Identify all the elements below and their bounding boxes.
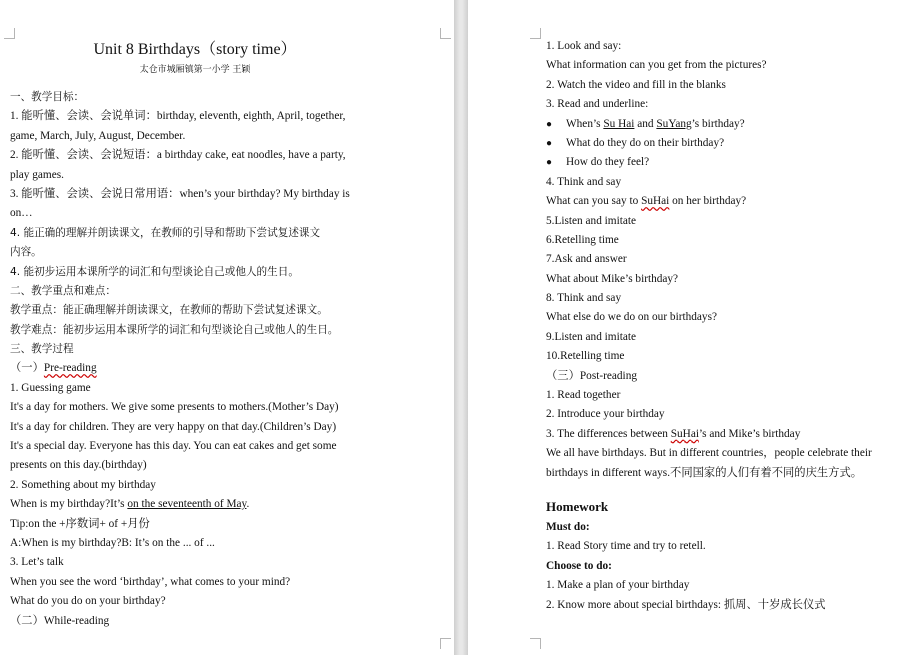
text-line: It's a day for mothers. We give some presents to mothers.(Mother’s Day) bbox=[10, 401, 339, 414]
text-line: （三）Post-reading bbox=[546, 369, 637, 382]
text-line: 5.Listen and imitate bbox=[546, 214, 637, 227]
text-line: （二）While-reading bbox=[10, 614, 110, 627]
text-line: 4. Think and say bbox=[546, 175, 622, 188]
text-run: ’s and Mike’s birthday bbox=[699, 427, 801, 440]
section-prefix: （一） bbox=[10, 362, 44, 375]
must-do-heading: Must do: bbox=[546, 520, 590, 533]
text-line: 1. Read Story time and try to retell. bbox=[546, 540, 706, 553]
text-line bbox=[10, 495, 380, 514]
text-line: What do you do on your birthday? bbox=[10, 595, 166, 608]
page-corner-mark bbox=[530, 638, 541, 649]
text-line: 1. Read together bbox=[546, 389, 621, 402]
text-line: When you see the word ‘birthday’, what comes to your mind? bbox=[10, 575, 291, 588]
page-corner-mark bbox=[440, 28, 451, 39]
text-line: 教学重点：能正确理解并朗读课文，在教师的帮助下尝试复述课文。 bbox=[10, 304, 328, 317]
text-line: 2. 能听懂、会读、会说短语：a birthday cake, eat noodles, have a party, bbox=[10, 149, 346, 162]
text-line: It's a special day. Everyone has this day. You can eat cakes and get some bbox=[10, 440, 337, 453]
text-run: What can you say to bbox=[546, 195, 642, 208]
text-line: 4. 能初步运用本课所学的词汇和句型谈论自己或他人的生日。 bbox=[10, 265, 299, 278]
right-page bbox=[468, 0, 922, 655]
left-page bbox=[0, 0, 454, 655]
text-line: 4. 能正确的理解并朗读课文，在教师的引导和帮助下尝试复述课文 bbox=[10, 226, 321, 239]
text-line: What information can you get from the pictures? bbox=[546, 59, 767, 72]
underlined-text: Su Hai bbox=[603, 117, 635, 130]
text-line: 1. Look and say: bbox=[546, 40, 622, 52]
text-run: ’s birthday? bbox=[691, 117, 745, 130]
document-title: Unit 8 Birthdays（story time） bbox=[93, 41, 297, 58]
text-line: 1. Make a plan of your birthday bbox=[546, 579, 690, 592]
text-run: When’s bbox=[566, 117, 604, 130]
text-line: 7.Ask and answer bbox=[546, 253, 627, 266]
text-line: play games. bbox=[10, 168, 64, 181]
text-line: What about Mike’s birthday? bbox=[546, 272, 679, 285]
text-run: . bbox=[246, 498, 250, 511]
spellcheck-text: SuHai bbox=[641, 195, 670, 208]
text-run: and bbox=[634, 117, 657, 130]
author-line: 太仓市城厢镇第一小学 王颖 bbox=[139, 65, 251, 75]
text-line: It's a day for children. They are very happy on that day.(Children’s Day) bbox=[10, 420, 337, 433]
text-line: 9.Listen and imitate bbox=[546, 330, 637, 343]
choose-to-do-heading: Choose to do: bbox=[546, 559, 612, 572]
underlined-text: SuYang bbox=[656, 117, 692, 130]
bullet-item: ● What do they do on their birthday? bbox=[546, 134, 908, 153]
section-heading bbox=[10, 359, 380, 378]
spellcheck-text: SuHai bbox=[670, 427, 699, 440]
text-line: Tip:on the +序数词+ of +月份 bbox=[10, 517, 150, 530]
text-line: A:When is my birthday?B: It’s on the ... of ... bbox=[10, 536, 215, 549]
page-gutter bbox=[454, 0, 468, 655]
text-line bbox=[546, 425, 908, 444]
text-line: 2. Introduce your birthday bbox=[546, 408, 665, 421]
text-line: game, March, July, August, December. bbox=[10, 129, 186, 142]
text-line: presents on this day.(birthday) bbox=[10, 459, 147, 472]
text-line: 2. Something about my birthday bbox=[10, 478, 156, 491]
text-line: 教学难点：能初步运用本课所学的词汇和句型谈论自己或他人的生日。 bbox=[10, 323, 339, 336]
pre-reading-label: Pre-reading bbox=[43, 362, 97, 375]
text-line: 一、教学目标： bbox=[10, 91, 85, 103]
text-line: 2. Know more about special birthdays: 抓周、十岁成长仪式 bbox=[546, 598, 826, 611]
text-line: 3. Read and underline: bbox=[546, 98, 649, 111]
text-line: 2. Watch the video and fill in the blanks bbox=[546, 78, 726, 91]
text-line: birthdays in different ways.不同国家的人们有着不同的庆生方式。 bbox=[546, 466, 863, 479]
text-line: 6.Retelling time bbox=[546, 233, 619, 246]
bullet-item: ● How do they feel? bbox=[546, 153, 908, 172]
text-line: 8. Think and say bbox=[546, 292, 622, 305]
page-corner-mark bbox=[530, 28, 541, 39]
text-line bbox=[546, 192, 908, 211]
text-line: What else do we do on our birthdays? bbox=[546, 311, 717, 324]
text-line: 1. 能听懂、会读、会说单词：birthday, eleventh, eighth, April, together, bbox=[10, 110, 346, 123]
text-run: on her birthday? bbox=[669, 195, 747, 208]
bullet-item bbox=[546, 115, 908, 134]
text-line: 三、教学过程 bbox=[10, 343, 74, 356]
text-run: 3. The differences between bbox=[546, 427, 671, 440]
text-line: on… bbox=[10, 207, 33, 220]
text-line: 内容。 bbox=[10, 246, 42, 259]
text-line: 二、教学重点和难点： bbox=[10, 284, 116, 297]
text-line: 1. Guessing game bbox=[10, 381, 91, 394]
homework-heading: Homework bbox=[546, 498, 609, 514]
page-corner-mark bbox=[440, 638, 451, 649]
text-line: 10.Retelling time bbox=[546, 350, 625, 363]
text-line: 3. 能听懂、会读、会说日常用语：when’s your birthday? My birthday is bbox=[10, 187, 350, 200]
text-line: We all have birthdays. But in different countries，people celebrate their bbox=[546, 447, 872, 460]
text-line: 3. Let’s talk bbox=[10, 556, 64, 569]
underlined-text: on the seventeenth of May bbox=[127, 498, 247, 511]
text-run: When is my birthday?It’s bbox=[10, 498, 128, 511]
